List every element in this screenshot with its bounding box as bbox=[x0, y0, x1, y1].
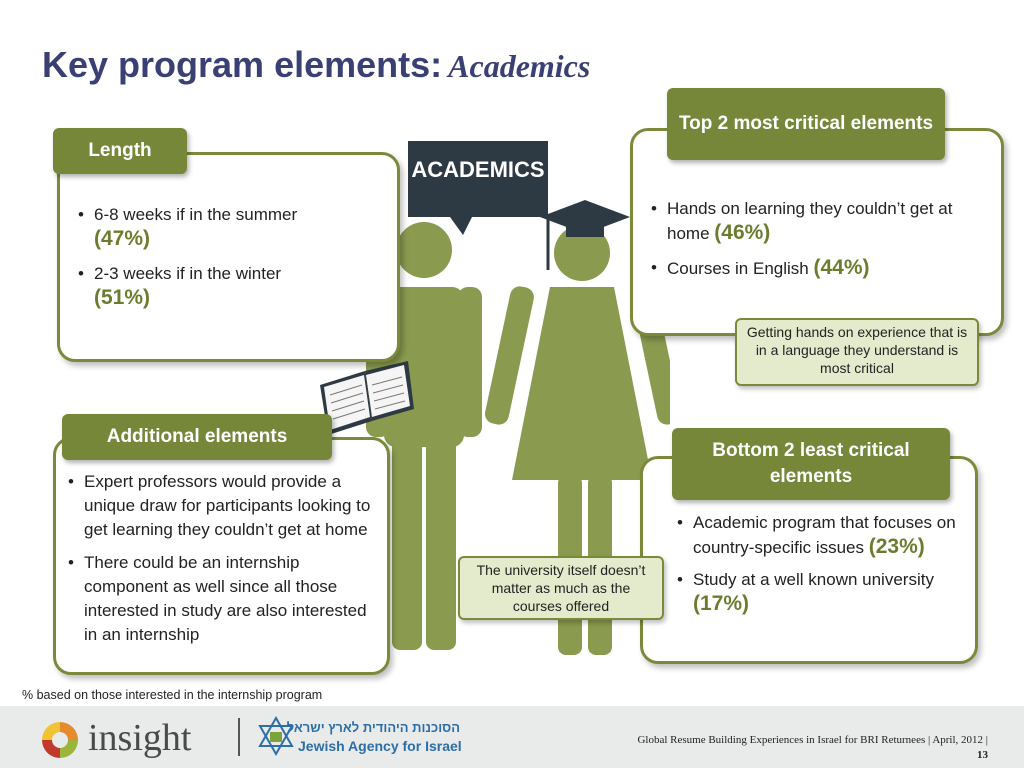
top2-label: Top 2 most critical elements bbox=[667, 88, 945, 160]
percent-value: (46%) bbox=[714, 221, 771, 244]
additional-box bbox=[53, 437, 390, 675]
bottom2-list bbox=[671, 511, 961, 617]
list-item: • Academic program that focuses on country-specific issues (23%) bbox=[671, 511, 961, 560]
footnote: % based on those interested in the internship program bbox=[22, 688, 323, 702]
top2-list bbox=[645, 197, 975, 281]
academics-sign bbox=[408, 141, 548, 235]
percent-value: (44%) bbox=[813, 256, 870, 279]
list-item: • Hands on learning they couldn’t get at home (46%) bbox=[645, 197, 975, 246]
length-box bbox=[57, 152, 400, 362]
title-main: Key program elements: bbox=[42, 44, 443, 85]
sign-text: ACADEMICS bbox=[411, 157, 545, 182]
length-list bbox=[72, 203, 372, 311]
footer-caption: Global Resume Building Experiences in Israel for BRI Returnees | April, 2012 | bbox=[637, 734, 988, 746]
additional-list bbox=[62, 470, 384, 647]
agency-english-text: Jewish Agency for Israel bbox=[298, 738, 462, 754]
bottom2-label: Bottom 2 least critical elements bbox=[672, 428, 950, 500]
list-item: • 6-8 weeks if in the summer (47%) bbox=[72, 203, 372, 252]
percent-value: (23%) bbox=[868, 535, 925, 558]
page-title bbox=[42, 44, 590, 86]
top2-callout: Getting hands on experience that is in a language they understand is most critical bbox=[735, 318, 979, 386]
insight-logo-text: insight bbox=[88, 717, 192, 759]
percent-value: (17%) bbox=[693, 592, 750, 615]
list-item: • 2-3 weeks if in the winter (51%) bbox=[72, 262, 372, 311]
list-item: • There could be an internship component as well since all those interested in study are also interested in an internship bbox=[62, 551, 384, 647]
agency-hebrew-text: הסוכנות היהודית לארץ ישראל bbox=[286, 720, 460, 735]
page-number: 13 bbox=[977, 749, 988, 761]
additional-label: Additional elements bbox=[62, 414, 332, 460]
percent-value: (51%) bbox=[94, 286, 151, 309]
list-item: • Study at a well known university (17%) bbox=[671, 568, 961, 617]
length-label: Length bbox=[53, 128, 187, 174]
footer-divider bbox=[238, 718, 240, 756]
title-sub: Academics bbox=[448, 48, 591, 84]
footer-text bbox=[637, 733, 988, 763]
list-item: • Courses in English (44%) bbox=[645, 256, 975, 281]
percent-value: (47%) bbox=[94, 227, 151, 250]
center-callout: The university itself doesn’t matter as much as the courses offered bbox=[458, 556, 664, 620]
insight-ring-icon bbox=[40, 720, 80, 760]
list-item: • Expert professors would provide a unique draw for participants looking to get learning they couldn’t get at home bbox=[62, 470, 384, 542]
